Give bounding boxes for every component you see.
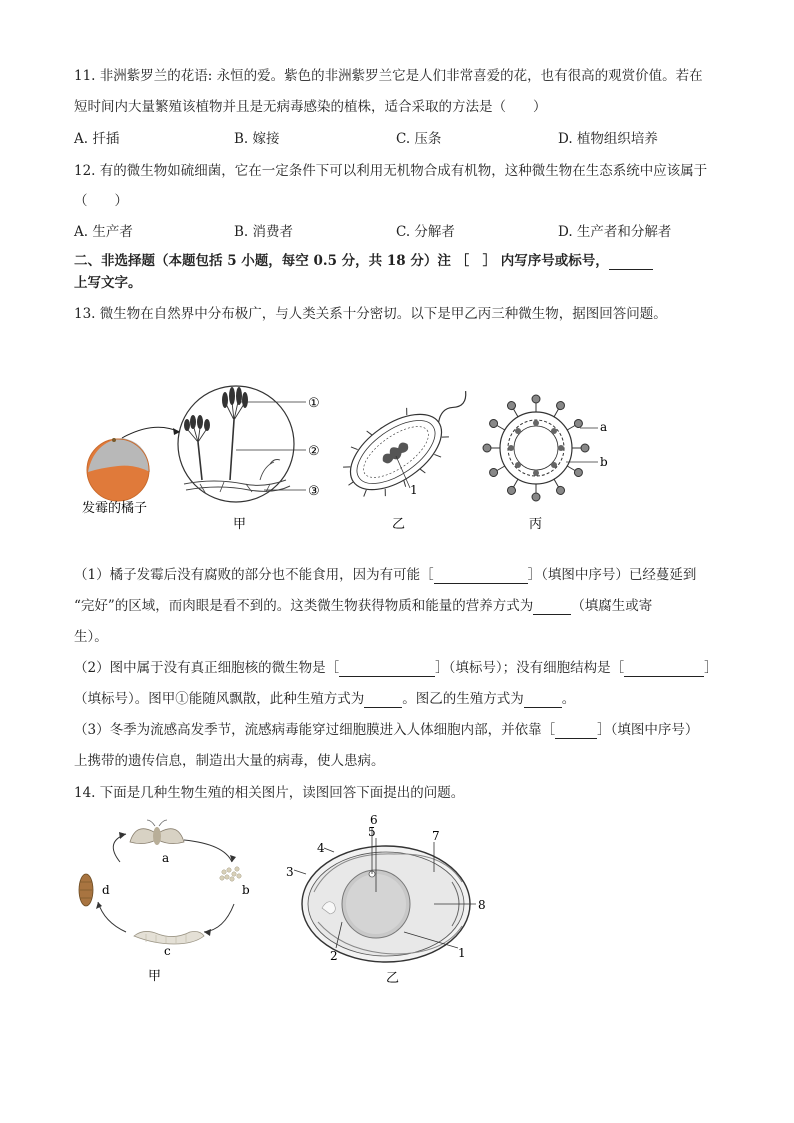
mold-label-2: ②	[308, 444, 320, 459]
section2-heading-blank	[609, 255, 653, 270]
cycle-arrow-icon	[113, 834, 126, 862]
egg-label-6: 6	[370, 813, 378, 827]
q14-intro: 14. 下面是几种生物生殖的相关图片，读图回答下面提出的问题。	[74, 785, 465, 801]
eggs-image	[220, 867, 241, 881]
q12-option-d[interactable]: D. 生产者和分解者	[558, 224, 672, 240]
pupa-image	[79, 874, 93, 906]
q13-p3-line1	[74, 721, 698, 739]
virus-diagram	[483, 395, 598, 501]
q13-p2-text-c: ］	[704, 660, 718, 676]
q13-p1-text-b: ］（填图中序号）已经蔓延到	[527, 567, 697, 583]
fig-bing-label: 丙	[529, 517, 543, 532]
section2-heading-text: 二、非选择题（本题包括 5 小题，每空 0.5 分，共 18 分）注 ［ ］ 内写序号或标号，	[74, 253, 609, 269]
stage-a-label: a	[162, 851, 170, 865]
moth-image	[130, 820, 184, 845]
q11-line2: 短时间内大量繁殖该植物并且是无病毒感染的植株，适合采取的方法是（ ）	[74, 99, 547, 115]
fig14-jia-label: 甲	[148, 969, 162, 984]
q13-p2-text-b: ］（填标号）；没有细胞结构是［	[435, 660, 625, 676]
q13-p2-blank-2[interactable]	[624, 662, 704, 677]
egg-label-3: 3	[286, 865, 294, 879]
section2-heading-cont: 上写文字。	[74, 275, 142, 291]
q13-p3-line2: 上携带的遗传信息，制造出大量的病毒，使人患病。	[74, 753, 385, 769]
larva-image	[134, 931, 204, 944]
egg-label-4: 4	[317, 841, 325, 855]
arrow-icon	[122, 427, 180, 438]
q13-p1-line1	[74, 566, 696, 584]
q13-p3-blank-1[interactable]	[555, 724, 597, 739]
q13-p2-text-a: （2）图中属于没有真正细胞核的微生物是［	[74, 660, 340, 676]
orange-label: 发霉的橘子	[82, 501, 148, 516]
egg-label-5: 5	[368, 825, 376, 839]
q13-p2-text-d: （填标号）。图甲①能随风飘散，此种生殖方式为	[74, 691, 365, 707]
virus-label-a: a	[600, 420, 608, 434]
q11-option-c[interactable]: C. 压条	[396, 131, 442, 147]
q11-option-a[interactable]: A. 扦插	[74, 131, 120, 147]
bacterium-label-1: 1	[410, 483, 418, 497]
egg-label-1: 1	[458, 946, 466, 960]
q12-option-a[interactable]: A. 生产者	[74, 224, 133, 240]
q12-option-c[interactable]: C. 分解者	[396, 224, 455, 240]
q13-p2-text-e: 。图乙的生殖方式为	[402, 691, 524, 707]
q12-line2: （ ）	[74, 193, 128, 209]
q13-p2-line1	[74, 659, 718, 677]
egg-label-8: 8	[478, 898, 486, 912]
egg-label-2: 2	[330, 949, 338, 963]
q14-figure	[74, 812, 504, 992]
stage-b-label: b	[242, 883, 250, 897]
q13-figure	[74, 380, 634, 540]
q11-option-d[interactable]: D. 植物组织培养	[558, 131, 658, 147]
q13-p1-text-a: （1）橘子发霉后没有腐败的部分也不能食用，因为有可能［	[74, 567, 434, 583]
egg-label-7: 7	[432, 829, 440, 843]
q13-p2-line2	[74, 690, 575, 708]
q13-p1-line2	[74, 597, 652, 615]
stage-c-label: c	[164, 944, 171, 958]
stage-d-label: d	[102, 883, 110, 897]
q13-p1-text-d: （填腐生或寄	[571, 598, 653, 614]
q13-intro: 13. 微生物在自然界中分布极广，与人类关系十分密切。以下是甲乙丙三种微生物，据图回答问题。	[74, 306, 667, 322]
fig14-yi-label: 乙	[386, 971, 400, 986]
mold-label-1: ①	[308, 396, 320, 411]
q13-p1-blank-2[interactable]	[533, 600, 571, 615]
fig-jia-label: 甲	[233, 517, 247, 532]
q13-p1-text-c: “完好”的区域，而肉眼是看不到的。这类微生物获得物质和能量的营养方式为	[74, 598, 534, 614]
virus-label-b: b	[600, 455, 608, 469]
q13-p2-blank-4[interactable]	[524, 693, 562, 708]
q13-p1-line3: 生）。	[74, 629, 108, 645]
q12-line1: 12. 有的微生物如硫细菌，它在一定条件下可以利用无机物合成有机物，这种微生物在生态系统中应该属于	[74, 163, 708, 179]
q13-p3-text-a: （3）冬季为流感高发季节，流感病毒能穿过细胞膜进入人体细胞内部，并依靠［	[74, 722, 556, 738]
q11-option-b[interactable]: B. 嫁接	[234, 131, 280, 147]
mold-diagram	[178, 386, 306, 502]
moldy-orange-image	[87, 438, 150, 501]
q11-line1: 11. 非洲紫罗兰的花语: 永恒的爱。紫色的非洲紫罗兰它是人们非常喜爱的花，也有很高的观赏价值。若在	[74, 68, 703, 84]
mold-label-3: ③	[308, 484, 320, 499]
q13-p1-blank-1[interactable]	[434, 569, 528, 584]
section2-heading	[74, 252, 653, 270]
q13-p2-text-f: 。	[561, 691, 576, 707]
q12-option-b[interactable]: B. 消费者	[234, 224, 294, 240]
q13-p2-blank-1[interactable]	[339, 662, 435, 677]
q13-p2-blank-3[interactable]	[364, 693, 402, 708]
fig-yi-label: 乙	[392, 517, 406, 532]
q13-p3-text-b: ］（填图中序号）	[597, 722, 699, 738]
